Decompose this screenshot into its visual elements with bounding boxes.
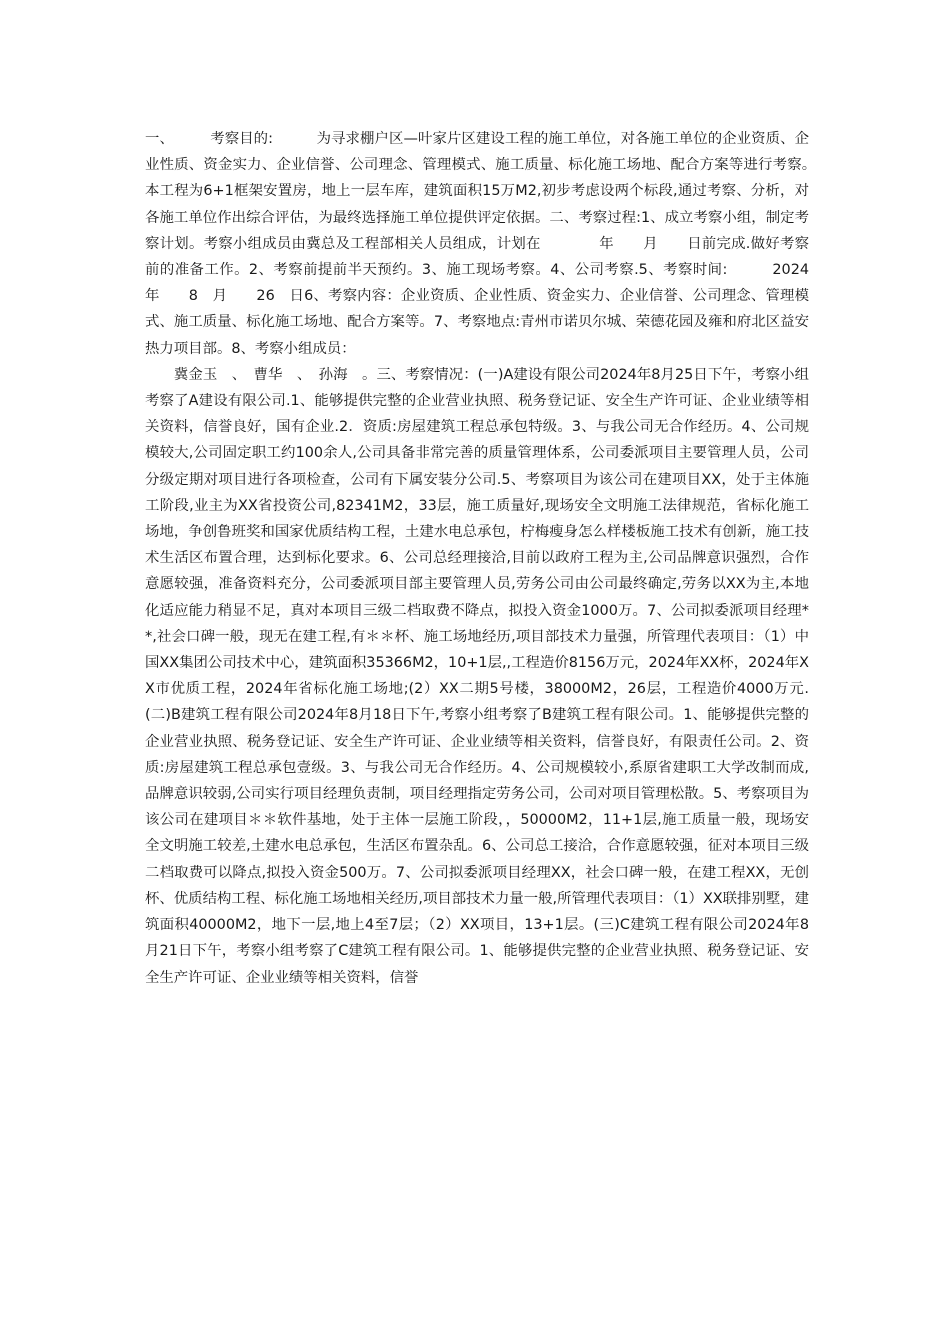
document-page [145,126,925,991]
paragraph-inspection-purpose-and-process: 一、 考察目的: 为寻求棚户区—叶家片区建设工程的施工单位，对各施工单位的企业资质、企业性质、资金实力、企业信誉、公司理念、管理模式、施工质量、标化施工场地、配合方案等进行考察。 本工程为6+1框架安置房，地上一层车库，建筑面积15万M2,初步考虑设两个标段,通过考察、分析，对各施工单位作出综合评估，为最终选择施工单位提供评定依据。二、考察过程:1、成立考察小组，制定考察计划。考察小组成员由冀总及工程部相关人员组成，计划在 年 月 日前完成.做好考察前的准备工作。2、考察前提前半天预约。3、施工现场考察。4、公司考察.5、考察时间: 2024 年 8 月 26 日6、考察内容：企业资质、企业性质、资金实力、企业信誉、公司理念、管理模式、施工质量、标化施工场地、配合方案等。7、考察地点:青州市诺贝尔城、荣德花园及雍和府北区益安热力项目部。8、考察小组成员： [145,131,925,357]
paragraph-inspection-findings: 冀金玉 、 曹华 、 孙海 。三、考察情况：(一)A建设有限公司2024年8月25日下午，考察小组考察了A建设有限公司.1、能够提供完整的企业营业执照、税务登记证、安全生产许可证、企业业绩等相关资料，信誉良好，国有企业.2．资质:房屋建筑工程总承包特级。3、与我公司无合作经历。4、公司规模较大,公司固定职工约100余人,公司具备非常完善的质量管理体系，公司委派项目主要管理人员，公司分级定期对项目进行各项检查，公司有下属安装分公司.5、考察项目为该公司在建项目XX，处于主体施工阶段,业主为XX省投资公司,82341M2，33层，施工质量好,现场安全文明施工法律规范，省标化施工场地，争创鲁班奖和国家优质结构工程，土建水电总承包，柠梅瘦身怎么样楼板施工技术有创新，施工技术生活区布置合理，达到标化要求。6、公司总经理接洽,目前以政府工程为主,公司品牌意识强烈，合作意愿较强，准备资料充分，公司委派项目部主要管理人员,劳务公司由公司最终确定,劳务以XX为主,本地化适应能力稍显不足，真对本项目三级二档取费不降点，拟投入资金1000万。7、公司拟委派项目经理**,社会口碑一般，现无在建工程,有＊＊杯、施工场地经历,项目部技术力量强，所管理代表项目：（1）中国XX集团公司技术中心，建筑面积35366M2，10+1层,,工程造价8156万元，2024年XX杯，2024年XX市优质工程，2024年省标化施工场地;(2）XX二期5号楼，38000M2，26层，工程造价4000万元.(二)B建筑工程有限公司2024年8月18日下午,考察小组考察了B建筑工程有限公司。1、能够提供完整的企业营业执照、税务登记证、安全生产许可证、企业业绩等相关资料，信誉良好，有限责任公司。2、资质:房屋建筑工程总承包壹级。3、与我公司无合作经历。4、公司规模较小,系原省建职工大学改制而成,品牌意识较弱,公司实行项目经理负责制，项目经理指定劳务公司，公司对项目管理松散。5、考察项目为该公司在建项目＊＊软件基地，处于主体一层施工阶段，，50000M2，11+1层,施工质量一般，现场安全文明施工较差,土建水电总承包，生活区布置杂乱。6、公司总工接洽，合作意愿较强，征对本项目三级二档取费可以降点,拟投入资金500万。7、公司拟委派项目经理XX，社会口碑一般，在建工程XX，无创杯、优质结构工程、标化施工场地相关经历,项目部技术力量一般,所管理代表项目：（1）XX联排别墅，建筑面积40000M2，地下一层,地上4至7层；（2）XX项目，13+1层。(三)C建筑工程有限公司2024年8月21日下午，考察小组考察了C建筑工程有限公司。1、能够提供完整的企业营业执照、税务登记证、安全生产许可证、企业业绩等相关资料，信誉 [145,366,810,986]
